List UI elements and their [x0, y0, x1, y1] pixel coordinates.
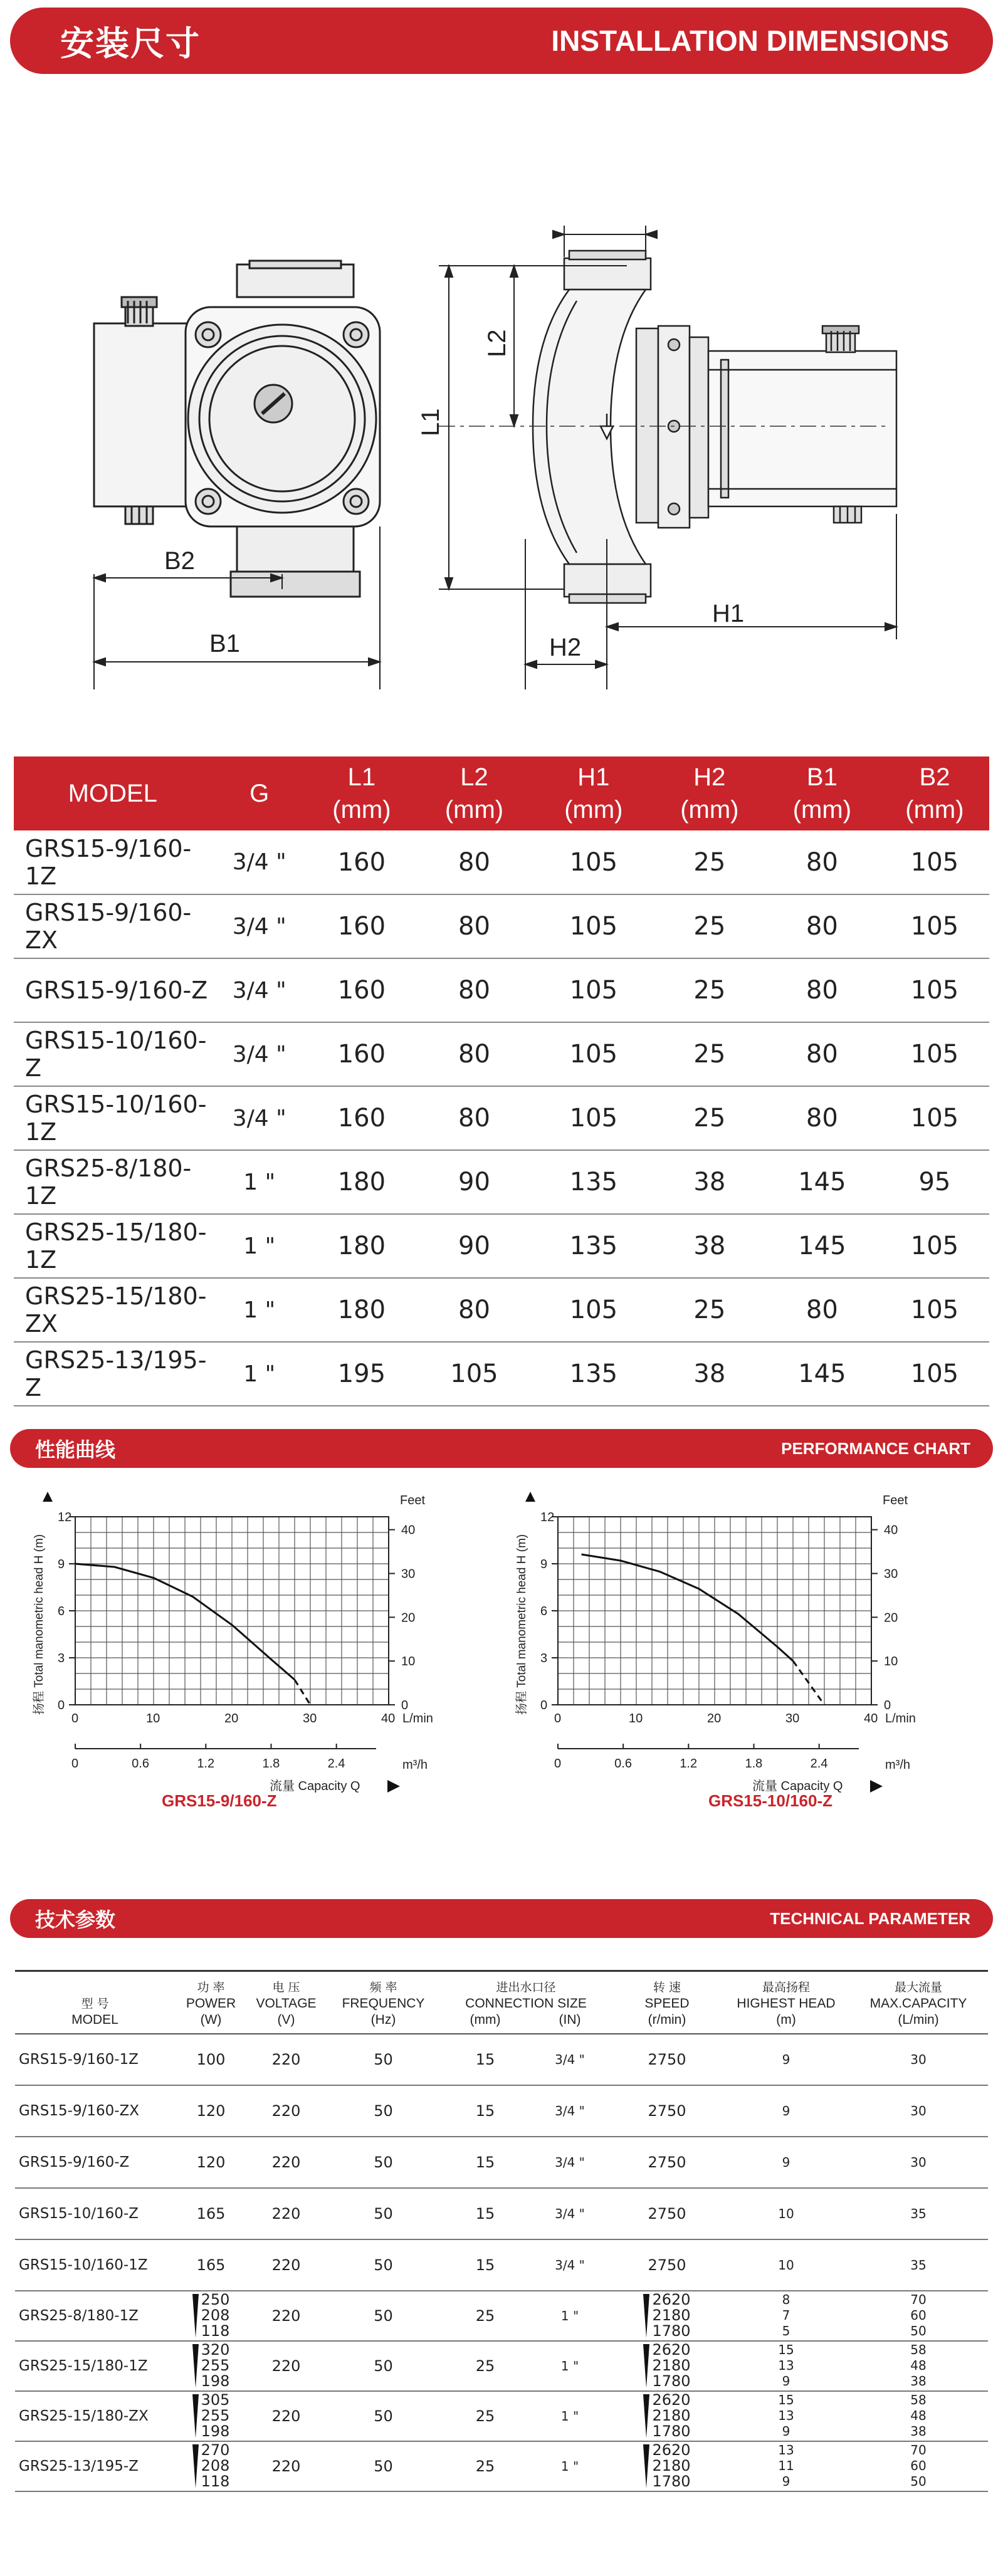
mm-cell: 15 — [441, 2034, 529, 2085]
y-tick-label: 3 — [540, 1652, 548, 1665]
power-cell: 250 208 118 — [175, 2291, 247, 2341]
value-cell: 160 — [307, 1086, 416, 1150]
tech-header-frequency: 频 率 FREQUENCY (Hz) — [325, 1971, 441, 2034]
model-cell: GRS25-13/195-Z — [14, 1342, 212, 1406]
value-cell: 105 — [880, 1278, 989, 1342]
head-cell: 15 13 9 — [723, 2391, 849, 2441]
x-axis-arrow-icon — [870, 1780, 883, 1793]
head-cell: 10 — [723, 2239, 849, 2291]
tech-header-speed: 转 速 SPEED (r/min) — [611, 1971, 723, 2034]
value-cell: 160 — [307, 894, 416, 958]
x-unit-top-label: L/min — [402, 1712, 433, 1725]
x-tick-label: 40 — [864, 1712, 878, 1725]
value-cell: 80 — [764, 1022, 880, 1086]
value-cell: 3/4 " — [212, 1022, 307, 1086]
y2-tick-label: 30 — [401, 1567, 416, 1581]
label-l1: L1 — [417, 408, 444, 436]
tech-header-model: 型 号 MODEL — [15, 1971, 175, 2034]
y-tick-label: 0 — [58, 1699, 65, 1712]
value-cell: 80 — [764, 1086, 880, 1150]
value-cell: 105 — [880, 1022, 989, 1086]
freq-cell: 50 — [325, 2034, 441, 2085]
capacity-cell: 35 — [849, 2188, 988, 2239]
value-cell: 135 — [532, 1150, 655, 1214]
capacity-cell: 58 48 38 — [849, 2391, 988, 2441]
speed-wedge-icon — [643, 2344, 649, 2388]
inch-cell: 3/4 " — [529, 2085, 611, 2137]
x2-tick-label: 0 — [554, 1757, 562, 1771]
voltage-cell: 220 — [247, 2341, 325, 2391]
x-unit-bottom-label: m³/h — [402, 1758, 428, 1772]
value-cell: 3/4 " — [212, 894, 307, 958]
x2-tick-label: 1.8 — [745, 1757, 763, 1771]
value-cell: 3/4 " — [212, 1086, 307, 1150]
model-cell: GRS15-9/160-Z — [14, 958, 212, 1022]
value-cell: 105 — [880, 958, 989, 1022]
value-cell: 145 — [764, 1150, 880, 1214]
value-cell: 145 — [764, 1342, 880, 1406]
capacity-cell: 70 60 50 — [849, 2291, 988, 2341]
x2-tick-label: 1.2 — [197, 1757, 215, 1771]
y2-tick-label: 30 — [884, 1567, 898, 1581]
model-cell: GRS25-13/195-Z — [15, 2441, 175, 2491]
head-cell: 15 13 9 — [723, 2341, 849, 2391]
table-row — [15, 2291, 988, 2341]
y2-tick-label: 20 — [401, 1611, 416, 1625]
model-cell: GRS15-9/160-1Z — [14, 830, 212, 894]
speed-cell: 2750 — [611, 2188, 723, 2239]
power-cell: 270 208 118 — [175, 2441, 247, 2491]
speed-wedge-icon — [192, 2344, 199, 2388]
y-tick-label: 3 — [58, 1652, 65, 1665]
y-tick-label: 6 — [58, 1605, 65, 1618]
x2-tick-label: 1.2 — [680, 1757, 698, 1771]
power-cell: 120 — [175, 2137, 247, 2188]
value-cell: 160 — [307, 1022, 416, 1086]
value-cell: 105 — [532, 1278, 655, 1342]
performance-chart-1 — [25, 1479, 501, 1805]
power-cell: 165 — [175, 2239, 247, 2291]
freq-cell: 50 — [325, 2085, 441, 2137]
speed-wedge-icon — [192, 2394, 199, 2438]
power-cell: 165 — [175, 2188, 247, 2239]
table-row — [14, 1086, 989, 1150]
x2-tick-label: 0 — [71, 1757, 79, 1771]
y2-tick-label: 40 — [401, 1523, 416, 1537]
value-cell: 80 — [764, 894, 880, 958]
value-cell: 180 — [307, 1150, 416, 1214]
table-row — [15, 2188, 988, 2239]
dim-header-l1: L1 (mm) — [307, 757, 416, 830]
model-cell: GRS15-9/160-1Z — [15, 2034, 175, 2085]
voltage-cell: 220 — [247, 2291, 325, 2341]
technical-table — [15, 1970, 988, 2492]
capacity-cell: 70 60 50 — [849, 2441, 988, 2491]
model-cell: GRS15-10/160-1Z — [14, 1086, 212, 1150]
value-cell: 80 — [764, 830, 880, 894]
y-axis-label: 扬程 Total manometric head H (m) — [33, 1534, 46, 1715]
label-h1: H1 — [712, 600, 745, 627]
power-cell: 100 — [175, 2034, 247, 2085]
performance-curve — [582, 1554, 794, 1661]
value-cell: 80 — [764, 958, 880, 1022]
pump-technical-drawing — [0, 75, 1003, 689]
front-view — [94, 261, 380, 597]
model-cell: GRS15-9/160-ZX — [14, 894, 212, 958]
y2-tick-label: 0 — [884, 1699, 891, 1712]
value-cell: 180 — [307, 1278, 416, 1342]
model-cell: GRS15-10/160-Z — [15, 2188, 175, 2239]
value-cell: 1 " — [212, 1278, 307, 1342]
voltage-cell: 220 — [247, 2137, 325, 2188]
x-axis-label: 流量 Capacity Q — [752, 1779, 843, 1793]
table-row — [15, 2034, 988, 2085]
y-tick-label: 6 — [540, 1605, 548, 1618]
table-row — [14, 958, 989, 1022]
value-cell: 105 — [880, 894, 989, 958]
value-cell: 105 — [416, 1342, 532, 1406]
value-cell: 25 — [655, 830, 764, 894]
freq-cell: 50 — [325, 2239, 441, 2291]
dim-header-h1: H1 (mm) — [532, 757, 655, 830]
y2-unit-label: Feet — [400, 1494, 426, 1507]
installation-dimensions-bar — [10, 8, 993, 74]
speed-cell: 2750 — [611, 2239, 723, 2291]
freq-cell: 50 — [325, 2137, 441, 2188]
dim-header-l2: L2 (mm) — [416, 757, 532, 830]
value-cell: 105 — [532, 894, 655, 958]
speed-wedge-icon — [643, 2294, 649, 2338]
value-cell: 1 " — [212, 1214, 307, 1278]
inch-cell: 3/4 " — [529, 2188, 611, 2239]
table-row — [15, 2441, 988, 2491]
table-row — [14, 830, 989, 894]
inch-cell: 3/4 " — [529, 2034, 611, 2085]
mm-cell: 25 — [441, 2391, 529, 2441]
y2-tick-label: 10 — [401, 1655, 416, 1669]
power-cell: 305 255 198 — [175, 2391, 247, 2441]
x-tick-label: 0 — [554, 1712, 562, 1725]
technical-parameter-bar — [10, 1899, 993, 1938]
mm-cell: 25 — [441, 2441, 529, 2491]
model-cell: GRS15-9/160-Z — [15, 2137, 175, 2188]
label-l2: L2 — [483, 329, 511, 357]
head-cell: 8 7 5 — [723, 2291, 849, 2341]
performance-chart-2 — [508, 1479, 984, 1805]
voltage-cell: 220 — [247, 2391, 325, 2441]
performance-curve-dashed — [295, 1680, 310, 1705]
value-cell: 105 — [880, 1086, 989, 1150]
y-axis-label: 扬程 Total manometric head H (m) — [515, 1534, 528, 1715]
y-tick-label: 12 — [540, 1511, 555, 1524]
x-tick-label: 20 — [224, 1712, 239, 1725]
y-tick-label: 0 — [540, 1699, 548, 1712]
x-unit-bottom-label: m³/h — [885, 1758, 910, 1772]
performance-title-cn: 性能曲线 — [35, 1438, 116, 1462]
value-cell: 80 — [416, 958, 532, 1022]
y-axis-arrow-icon — [43, 1492, 53, 1502]
tech-header-head: 最高扬程 HIGHEST HEAD (m) — [723, 1971, 849, 2034]
freq-cell: 50 — [325, 2291, 441, 2341]
mm-cell: 15 — [441, 2239, 529, 2291]
technical-header-row — [15, 1971, 988, 2034]
mm-cell: 25 — [441, 2291, 529, 2341]
capacity-cell: 35 — [849, 2239, 988, 2291]
inch-cell: 3/4 " — [529, 2137, 611, 2188]
inch-cell: 1 " — [529, 2391, 611, 2441]
inch-cell: 1 " — [529, 2341, 611, 2391]
capacity-cell: 30 — [849, 2034, 988, 2085]
tech-header-connection-mm: (mm) — [441, 1971, 529, 2034]
performance-title-en: PERFORMANCE CHART — [781, 1438, 970, 1458]
mm-cell: 15 — [441, 2188, 529, 2239]
value-cell: 195 — [307, 1342, 416, 1406]
mm-cell: 15 — [441, 2085, 529, 2137]
model-cell: GRS25-15/180-ZX — [15, 2391, 175, 2441]
dim-header-b1: B1 (mm) — [764, 757, 880, 830]
head-cell: 13 11 9 — [723, 2441, 849, 2491]
model-cell: GRS25-15/180-1Z — [15, 2341, 175, 2391]
tech-header-voltage: 电 压 VOLTAGE (V) — [247, 1971, 325, 2034]
freq-cell: 50 — [325, 2341, 441, 2391]
speed-cell: 2750 — [611, 2034, 723, 2085]
technical-title-cn: 技术参数 — [35, 1908, 116, 1932]
y2-tick-label: 20 — [884, 1611, 898, 1625]
x-tick-label: 40 — [381, 1712, 396, 1725]
table-row — [15, 2391, 988, 2441]
speed-cell: 2620 2180 1780 — [611, 2441, 723, 2491]
value-cell: 105 — [532, 958, 655, 1022]
value-cell: 135 — [532, 1342, 655, 1406]
table-row — [15, 2137, 988, 2188]
x-tick-label: 30 — [303, 1712, 317, 1725]
y2-unit-label: Feet — [883, 1494, 908, 1507]
x-tick-label: 30 — [785, 1712, 800, 1725]
y2-tick-label: 0 — [401, 1699, 409, 1712]
value-cell: 80 — [416, 1022, 532, 1086]
value-cell: 105 — [532, 1086, 655, 1150]
dimensions-table — [14, 757, 989, 1406]
performance-chart-bar — [10, 1429, 993, 1468]
value-cell: 105 — [880, 830, 989, 894]
model-cell: GRS25-8/180-1Z — [15, 2291, 175, 2341]
inch-cell: 1 " — [529, 2291, 611, 2341]
speed-cell: 2620 2180 1780 — [611, 2291, 723, 2341]
x-axis-arrow-icon — [387, 1780, 400, 1793]
value-cell: 80 — [416, 1086, 532, 1150]
dim-header-b2: B2 (mm) — [880, 757, 989, 830]
value-cell: 90 — [416, 1214, 532, 1278]
label-b2: B2 — [164, 547, 195, 575]
x-tick-label: 10 — [146, 1712, 160, 1725]
mm-cell: 25 — [441, 2341, 529, 2391]
speed-cell: 2750 — [611, 2137, 723, 2188]
speed-cell: 2750 — [611, 2085, 723, 2137]
x2-tick-label: 1.8 — [262, 1757, 280, 1771]
power-cell: 120 — [175, 2085, 247, 2137]
dim-header-h2: H2 (mm) — [655, 757, 764, 830]
freq-cell: 50 — [325, 2441, 441, 2491]
y2-tick-label: 10 — [884, 1655, 898, 1669]
value-cell: 160 — [307, 830, 416, 894]
model-cell: GRS15-10/160-Z — [14, 1022, 212, 1086]
chart-1-title: GRS15-9/160-Z — [162, 1791, 277, 1810]
value-cell: 38 — [655, 1342, 764, 1406]
head-cell: 10 — [723, 2188, 849, 2239]
model-cell: GRS15-9/160-ZX — [15, 2085, 175, 2137]
capacity-cell: 58 48 38 — [849, 2341, 988, 2391]
speed-cell: 2620 2180 1780 — [611, 2391, 723, 2441]
value-cell: 80 — [416, 830, 532, 894]
head-cell: 9 — [723, 2137, 849, 2188]
value-cell: 105 — [880, 1342, 989, 1406]
freq-cell: 50 — [325, 2391, 441, 2441]
x2-tick-label: 0.6 — [132, 1757, 149, 1771]
value-cell: 3/4 " — [212, 830, 307, 894]
label-h2: H2 — [549, 634, 582, 661]
mm-cell: 15 — [441, 2137, 529, 2188]
inch-cell: 1 " — [529, 2441, 611, 2491]
value-cell: 180 — [307, 1214, 416, 1278]
capacity-cell: 30 — [849, 2137, 988, 2188]
dim-header-g: G — [212, 757, 307, 830]
installation-title-en: INSTALLATION DIMENSIONS — [551, 24, 949, 57]
value-cell: 80 — [416, 1278, 532, 1342]
voltage-cell: 220 — [247, 2441, 325, 2491]
value-cell: 135 — [532, 1214, 655, 1278]
value-cell: 25 — [655, 894, 764, 958]
value-cell: 1 " — [212, 1150, 307, 1214]
x-tick-label: 10 — [629, 1712, 643, 1725]
y-tick-label: 9 — [540, 1558, 548, 1571]
speed-wedge-icon — [643, 2444, 649, 2488]
value-cell: 25 — [655, 958, 764, 1022]
voltage-cell: 220 — [247, 2239, 325, 2291]
x2-tick-label: 0.6 — [614, 1757, 632, 1771]
value-cell: 38 — [655, 1214, 764, 1278]
inch-cell: 3/4 " — [529, 2239, 611, 2291]
installation-title-cn: 安装尺寸 — [60, 23, 201, 63]
value-cell: 25 — [655, 1086, 764, 1150]
model-cell: GRS25-8/180-1Z — [14, 1150, 212, 1214]
value-cell: 160 — [307, 958, 416, 1022]
speed-wedge-icon — [643, 2394, 649, 2438]
tech-header-connection-in: 进出水口径 CONNECTION SIZE (IN) — [529, 1971, 611, 2034]
model-cell: GRS25-15/180-ZX — [14, 1278, 212, 1342]
x-unit-top-label: L/min — [885, 1712, 916, 1725]
freq-cell: 50 — [325, 2188, 441, 2239]
value-cell: 105 — [532, 1022, 655, 1086]
tech-header-power: 功 率 POWER (W) — [175, 1971, 247, 2034]
power-cell: 320 255 198 — [175, 2341, 247, 2391]
table-row — [14, 1150, 989, 1214]
value-cell: 105 — [880, 1214, 989, 1278]
table-row — [14, 1022, 989, 1086]
tech-header-capacity: 最大流量 MAX.CAPACITY (L/min) — [849, 1971, 988, 2034]
value-cell: 25 — [655, 1022, 764, 1086]
head-cell: 9 — [723, 2034, 849, 2085]
table-row — [15, 2239, 988, 2291]
label-b1: B1 — [209, 630, 240, 657]
y-axis-arrow-icon — [525, 1492, 535, 1502]
value-cell: 145 — [764, 1214, 880, 1278]
x-tick-label: 0 — [71, 1712, 79, 1725]
x-axis-label: 流量 Capacity Q — [270, 1779, 360, 1793]
y2-tick-label: 40 — [884, 1523, 898, 1537]
capacity-cell: 30 — [849, 2085, 988, 2137]
table-row — [14, 1278, 989, 1342]
table-row — [14, 894, 989, 958]
dimensions-header-row — [14, 757, 989, 830]
value-cell: 1 " — [212, 1342, 307, 1406]
technical-title-en: TECHNICAL PARAMETER — [770, 1908, 970, 1928]
model-cell: GRS25-15/180-1Z — [14, 1214, 212, 1278]
table-row — [15, 2341, 988, 2391]
y-tick-label: 9 — [58, 1558, 65, 1571]
x2-tick-label: 2.4 — [327, 1757, 345, 1771]
chart-2-title: GRS15-10/160-Z — [708, 1791, 832, 1810]
voltage-cell: 220 — [247, 2188, 325, 2239]
value-cell: 80 — [416, 894, 532, 958]
value-cell: 90 — [416, 1150, 532, 1214]
x2-tick-label: 2.4 — [810, 1757, 828, 1771]
side-view — [533, 251, 896, 603]
value-cell: 25 — [655, 1278, 764, 1342]
speed-cell: 2620 2180 1780 — [611, 2341, 723, 2391]
dim-header-model: MODEL — [14, 757, 212, 830]
table-row — [14, 1214, 989, 1278]
voltage-cell: 220 — [247, 2085, 325, 2137]
value-cell: 80 — [764, 1278, 880, 1342]
head-cell: 9 — [723, 2085, 849, 2137]
value-cell: 95 — [880, 1150, 989, 1214]
speed-wedge-icon — [192, 2444, 199, 2488]
voltage-cell: 220 — [247, 2034, 325, 2085]
model-cell: GRS15-10/160-1Z — [15, 2239, 175, 2291]
value-cell: 105 — [532, 830, 655, 894]
speed-wedge-icon — [192, 2294, 199, 2338]
table-row — [14, 1342, 989, 1406]
x-tick-label: 20 — [707, 1712, 722, 1725]
y-tick-label: 12 — [58, 1511, 72, 1524]
table-row — [15, 2085, 988, 2137]
value-cell: 3/4 " — [212, 958, 307, 1022]
value-cell: 38 — [655, 1150, 764, 1214]
